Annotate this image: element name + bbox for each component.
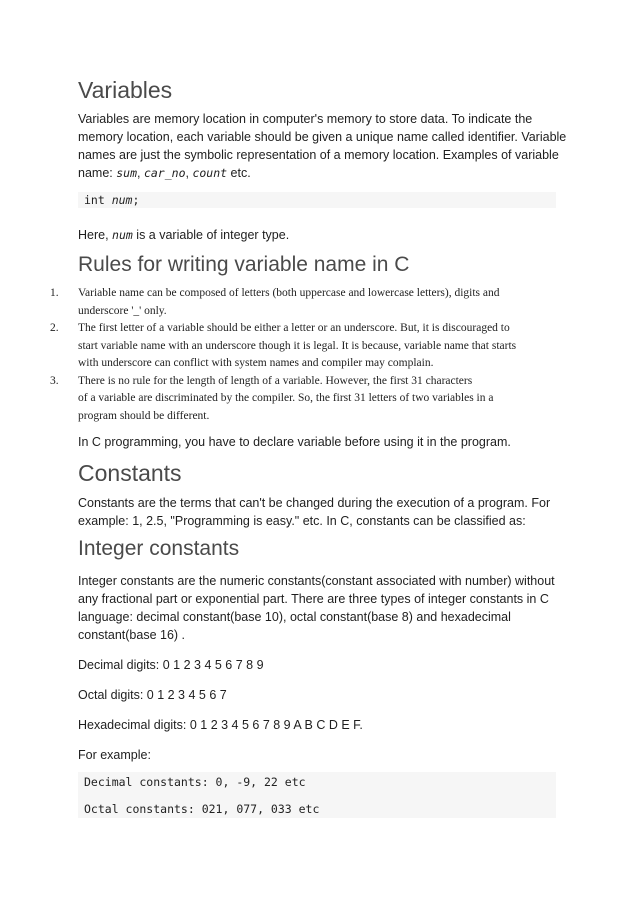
list-number: 1. xyxy=(50,287,59,299)
variables-intro xyxy=(78,110,568,182)
text-line: Variables are memory location in computer's memory to store data. To indicate the xyxy=(78,112,533,126)
example-car-no: car_no xyxy=(143,166,186,180)
examples-suffix: etc. xyxy=(227,166,251,180)
example-count: count xyxy=(192,166,228,180)
octal-digits: Octal digits: 0 1 2 3 4 5 6 7 xyxy=(78,688,227,702)
for-example: For example: xyxy=(78,748,151,762)
code-block-int-num xyxy=(78,192,556,208)
text-line: Variable name can be composed of letters (both uppercase and lowercase letters), digits and xyxy=(78,287,500,299)
code-var: num xyxy=(111,193,133,207)
declare-note: In C programming, you have to declare variable before using it in the program. xyxy=(78,435,511,449)
hex-digits: Hexadecimal digits: 0 1 2 3 4 5 6 7 8 9 A B C D E F. xyxy=(78,718,363,732)
code-block-constants xyxy=(78,772,556,818)
list-number: 3. xyxy=(50,374,59,387)
examples-line: name: sum, car_no, count etc. xyxy=(78,166,251,180)
here-var: num xyxy=(112,228,133,242)
text-line: names are just the symbolic representation of a memory location. Examples of variable xyxy=(78,148,559,162)
rules-list xyxy=(50,285,560,425)
text-line: Constants are the terms that can't be changed during the execution of a program. For xyxy=(78,496,551,510)
examples-prefix: name: xyxy=(78,166,117,180)
text-line: There is no rule for the length of length of a variable. However, the first 31 characters xyxy=(78,374,473,387)
text-line: memory location, each variable should be given a unique name called identifier. Variable xyxy=(78,130,567,144)
heading-rules: Rules for writing variable name in C xyxy=(78,253,410,276)
text-line: of a variable are discriminated by the compiler. So, the first 31 letters of two variables in a xyxy=(78,392,494,404)
text-line: start variable name with an underscore though it is legal. It is because, variable name that starts xyxy=(78,339,517,352)
here-prefix: Here, xyxy=(78,228,113,242)
integer-constants-intro xyxy=(78,572,568,644)
list-item xyxy=(50,285,560,320)
code-end: ; xyxy=(132,193,140,207)
text-line: language: decimal constant(base 10), octal constant(base 8) and hexadecimal xyxy=(78,610,511,624)
here-suffix: is a variable of integer type. xyxy=(132,228,290,242)
here-sentence xyxy=(78,226,568,244)
list-number: 2. xyxy=(50,322,59,334)
text-line: The first letter of a variable should be either a letter or an underscore. But, it is discouraged to xyxy=(78,322,510,334)
text-line: underscore '_' only. xyxy=(78,304,167,317)
code-line: Decimal constants: 0, -9, 22 etc xyxy=(84,775,306,789)
text-line: constant(base 16) . xyxy=(78,628,186,642)
text-line: Integer constants are the numeric constants(constant associated with number) without xyxy=(78,574,555,588)
example-sum: sum xyxy=(116,166,137,180)
code-line: Octal constants: 021, 077, 033 etc xyxy=(84,802,320,816)
text-line: program should be different. xyxy=(78,409,210,422)
heading-variables: Variables xyxy=(78,77,173,103)
heading-constants: Constants xyxy=(78,460,182,486)
text-line: example: 1, 2.5, "Programming is easy." etc. In C, constants can be classified as: xyxy=(78,514,526,528)
list-item xyxy=(50,373,560,426)
constants-intro xyxy=(78,494,568,530)
heading-integer-constants: Integer constants xyxy=(78,537,240,560)
text-line: with underscore can conflict with system names and compiler may complain. xyxy=(78,357,434,369)
decimal-digits: Decimal digits: 0 1 2 3 4 5 6 7 8 9 xyxy=(78,658,264,672)
text-line: any fractional part or exponential part. There are three types of integer constants in C xyxy=(78,592,549,606)
code-keyword: int xyxy=(84,193,112,207)
list-item xyxy=(50,320,560,373)
